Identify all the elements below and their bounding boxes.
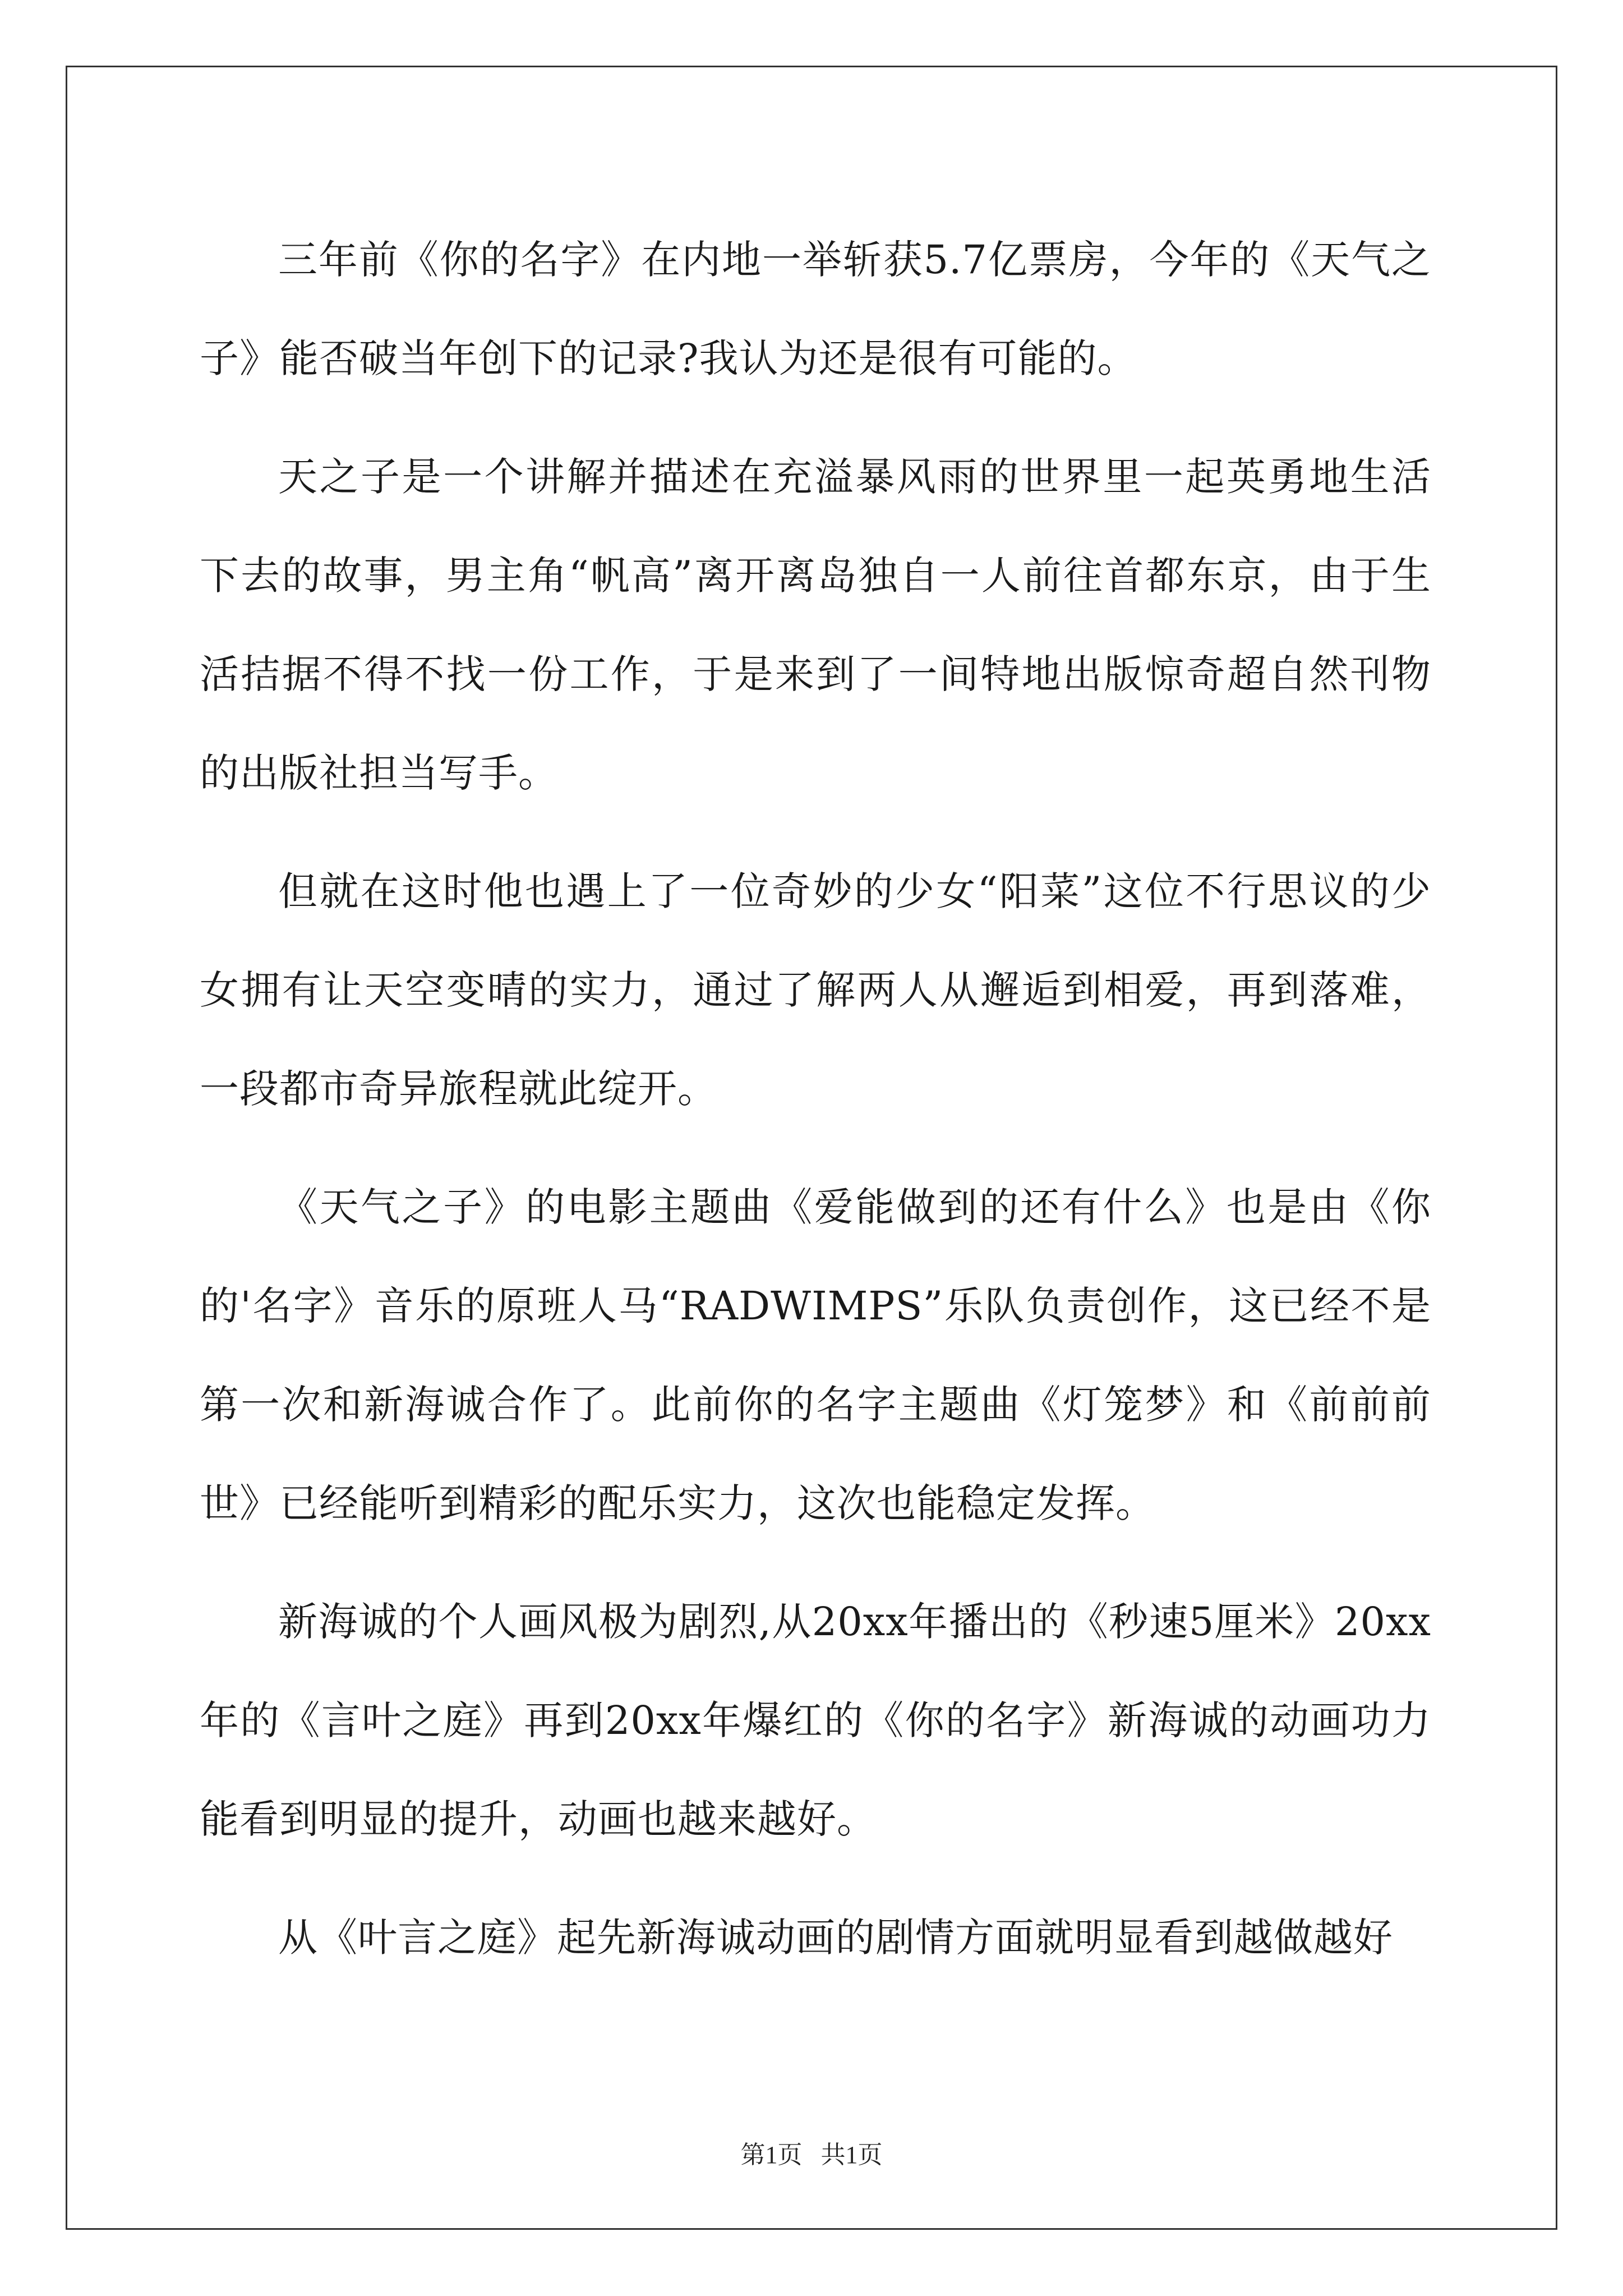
- page-footer: 第1页 共1页: [740, 2141, 883, 2169]
- paragraph-3: 但就在这时他也遇上了一位奇妙的少女“阳菜”这位不行思议的少女拥有让天空变晴的实力，通过了解两人从邂逅到相爱，再到落难，一段都市奇异旅程就此绽开。: [200, 868, 1431, 1112]
- paragraph-2: 天之子是一个讲解并描述在充溢暴风雨的世界里一起英勇地生活下去的故事，男主角“帆高”离开离岛独自一人前往首都东京，由于生活拮据不得不找一份工作，于是来到了一间特地出版惊奇超自然刊物的出版社担当写手。: [200, 454, 1431, 796]
- paragraph-5: 新海诚的个人画风极为剧烈,从20xx年播出的《秒速5厘米》20xx年的《言叶之庭》再到20xx年爆红的《你的名字》新海诚的动画功力能看到明显的提升，动画也越来越好。: [200, 1599, 1431, 1842]
- paragraph-4: 《天气之子》的电影主题曲《爱能做到的还有什么》也是由《你的'名字》音乐的原班人马“RADWIMPS”乐队负责创作，这已经不是第一次和新海诚合作了。此前你的名字主题曲《灯笼梦》和《前前前世》已经能听到精彩的配乐实力，这次也能稳定发挥。: [200, 1184, 1431, 1526]
- paragraph-6: 从《叶言之庭》起先新海诚动画的剧情方面就明显看到越做越好: [278, 1915, 1393, 1961]
- paragraph-1: 三年前《你的名字》在内地一举斩获5.7亿票房，今年的《天气之子》能否破当年创下的记录?我认为还是很有可能的。: [200, 237, 1431, 381]
- document-body: [200, 210, 1431, 2007]
